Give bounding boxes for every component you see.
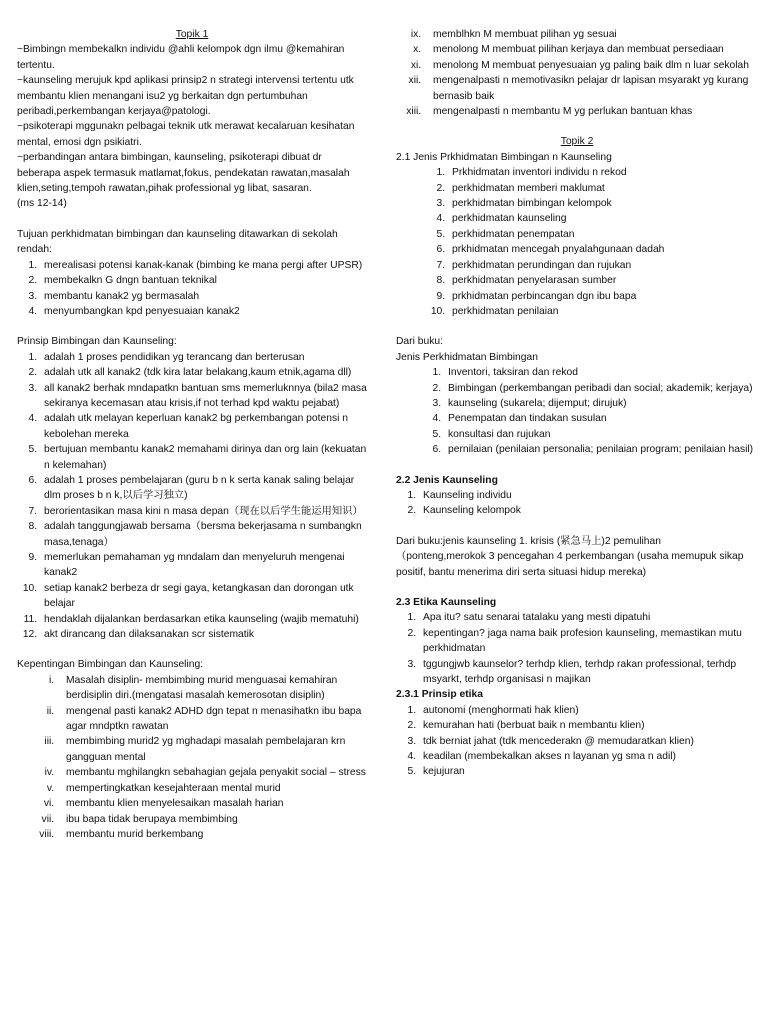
section-2-2-buku-line-1: Dari buku:jenis kaunseling 1. krisis (紧急马上)2 pemulihan	[396, 535, 661, 547]
list-item: 2. kepentingan? jaga nama baik profesion kaunseling, memastikan mutu perkhidmatan	[419, 626, 758, 657]
tujuan-heading: Tujuan perkhidmatan bimbingan dan kaunseling ditawarkan di sekolah rendah:	[17, 228, 338, 256]
list-item: 5. perkhidmatan penempatan	[448, 227, 758, 242]
list-item: v. mempertingkatkan kesejahteraan mental murid	[57, 781, 367, 796]
list-item: 6. prkhidmatan mencegah pnyalahgunaan dadah	[448, 242, 758, 257]
list-item: xiii. mengenalpasti n membantu M yg perlukan bantuan khas	[424, 104, 758, 119]
tujuan-list	[17, 258, 367, 320]
list-item: 10. setiap kanak2 berbeza dr segi gaya, ketangkasan dan dorongan utk belajar	[40, 581, 367, 612]
section-2-3-1-list	[396, 703, 758, 780]
list-item: 9. memerlukan pemahaman yg mndalam dan menyeluruh mengenai kanak2	[40, 550, 367, 581]
list-item: 5. bertujuan membantu kanak2 memahami dirinya dan org lain (kekuatan n kelemahan)	[40, 442, 367, 473]
list-item: 9. prkhidmatan perbincangan dgn ibu bapa	[448, 289, 758, 304]
list-item: 4. perkhidmatan kaunseling	[448, 211, 758, 226]
list-item: 7. berorientasikan masa kini n masa depan（现在以后学生能运用知识）	[40, 504, 367, 519]
list-item: 6. adalah 1 proses pembelajaran (guru b n k serta kanak saling belajar dlm proses b n k,以后学习独立)	[40, 473, 367, 504]
buku-heading: Jenis Perkhidmatan Bimbingan	[396, 351, 538, 363]
list-item: 8. adalah tanggungjawab bersama（bersma bekerjasama n sumbangkn masa,tenaga）	[40, 519, 367, 550]
list-item: 3. perkhidmatan bimbingan kelompok	[448, 196, 758, 211]
intro-page-ref: (ms 12-14)	[17, 198, 67, 210]
prinsip-heading: Prinsip Bimbingan dan Kaunseling:	[17, 336, 177, 348]
right-column	[396, 27, 758, 780]
section-2-3-list	[396, 610, 758, 687]
list-item: ix. memblhkn M membuat pilihan yg sesuai	[424, 27, 758, 42]
list-item: 4. adalah utk melayan keperluan kanak2 bg perkembangan potensi n kebolehan mereka	[40, 411, 367, 442]
list-item: i. Masalah disiplin- membimbing murid menguasai kemahiran berdisiplin diri.(mengatasi masalah kemerosotan disiplin)	[57, 673, 367, 704]
list-item: 1. Kaunseling individu	[419, 488, 758, 503]
list-item: 2. kemurahan hati (berbuat baik n membantu klien)	[419, 718, 758, 733]
section-2-2-list	[396, 488, 758, 519]
list-item: vii. ibu bapa tidak berupaya membimbing	[57, 812, 367, 827]
list-item: 2. adalah utk all kanak2 (tdk kira latar belakang,kaum etnik,agama dll)	[40, 365, 367, 380]
list-item: 4. Penempatan dan tindakan susulan	[444, 411, 758, 426]
kepentingan-list-continued	[396, 27, 758, 119]
list-item: 2. perkhidmatan memberi maklumat	[448, 181, 758, 196]
list-item: 1. merealisasi potensi kanak-kanak (bimbing ke mana pergi after UPSR)	[40, 258, 367, 273]
topic-1-title: Topik 1	[175, 29, 209, 40]
left-column	[17, 27, 367, 842]
list-item: xii. mengenalpasti n memotivasikn pelajar dr lapisan msyarakt yg kurang bernasib baik	[424, 73, 758, 104]
list-item: vi. membantu klien menyelesaikan masalah harian	[57, 796, 367, 811]
list-item: 3. all kanak2 berhak mndapatkn bantuan sms memerluknnya (bila2 masa sekiranya kecemasan atau krisis,if not terhad kpd waktu pejabat)	[40, 381, 367, 412]
list-item: 1. Apa itu? satu senarai tatalaku yang mesti dipatuhi	[419, 610, 758, 625]
intro-kaunseling: ~kaunseling merujuk kpd aplikasi prinsip2 n strategi intervensi tertentu utk membantu klien menangani isu2 yg berkaitan dgn pertumbuhan peribadi,perkembangan kerjaya@patologi.	[17, 75, 354, 118]
kepentingan-list	[17, 673, 367, 842]
list-item: 5. konsultasi dan rujukan	[444, 427, 758, 442]
list-item: 6. pernilaian (penilaian personalia; penilaian program; penilaian hasil)	[444, 442, 758, 457]
list-item: 4. menyumbangkan kpd penyesuaian kanak2	[40, 304, 367, 319]
intro-perbandingan: ~perbandingan antara bimbingan, kaunseling, psikoterapi dibuat dr beberapa aspek termasuk matlamat,fokus, pendekatan rawatan,masalah klien,seting,tempoh rawatan,pihak professional yg libat, sasaran.	[17, 152, 350, 195]
section-2-1-heading: 2.1 Jenis Prkhidmatan Bimbingan n Kaunseling	[396, 151, 612, 163]
list-item: 12. akt dirancang dan dilaksanakan scr sistematik	[40, 627, 367, 642]
list-item: 11. hendaklah dijalankan berdasarkan etika kaunseling (wajib mematuhi)	[40, 612, 367, 627]
list-item: iii. membimbing murid2 yg mghadapi masalah pembelajaran krn gangguan mental	[57, 734, 367, 765]
list-item: 3. membantu kanak2 yg bermasalah	[40, 289, 367, 304]
list-item: 5. kejujuran	[419, 764, 758, 779]
section-2-1-list	[396, 165, 758, 319]
list-item: 3. kaunseling (sukarela; dijemput; dirujuk)	[444, 396, 758, 411]
list-item: 2. Bimbingan (perkembangan peribadi dan social; akademik; kerjaya)	[444, 381, 758, 396]
list-item: xi. menolong M membuat penyesuaian yg paling baik dlm n luar sekolah	[424, 58, 758, 73]
list-item: iv. membantu mghilangkn sebahagian gejala penyakit social – stress	[57, 765, 367, 780]
list-item: 2. Kaunseling kelompok	[419, 503, 758, 518]
kepentingan-heading: Kepentingan Bimbingan dan Kaunseling:	[17, 659, 204, 671]
intro-bimbingan: ~Bimbingn membekalkn individu @ahli kelompok dgn ilmu @kemahiran tertentu.	[17, 44, 345, 71]
topic-2-title: Topik 2	[560, 136, 594, 148]
list-item: 1. autonomi (menghormati hak klien)	[419, 703, 758, 718]
list-item: 4. keadilan (membekalkan akses n layanan yg sma n adil)	[419, 749, 758, 764]
buku-label: Dari buku:	[396, 336, 443, 348]
section-2-2-heading: 2.2 Jenis Kaunseling	[396, 474, 498, 486]
list-item: 8. perkhidmatan penyelarasan sumber	[448, 273, 758, 288]
list-item: ii. mengenal pasti kanak2 ADHD dgn tepat n menasihatkn ibu bapa agar mndptkn rawatan	[57, 704, 367, 735]
list-item: 1. Inventori, taksiran dan rekod	[444, 365, 758, 380]
intro-psikoterapi: ~psikoterapi mggunakn pelbagai teknik utk merawat kecalaruan kesihatan mental, emosi dgn psikiatri.	[17, 121, 355, 148]
list-item: 2. membekalkn G dngn bantuan teknikal	[40, 273, 367, 288]
section-2-3-1-heading: 2.3.1 Prinsip etika	[396, 689, 483, 701]
list-item: x. menolong M membuat pilihan kerjaya dan membuat persediaan	[424, 42, 758, 57]
prinsip-list	[17, 350, 367, 643]
section-2-3-heading: 2.3 Etika Kaunseling	[396, 597, 497, 608]
list-item: 7. perkhidmatan perundingan dan rujukan	[448, 258, 758, 273]
list-item: 3. tggungjwb kaunselor? terhdp klien, terhdp rakan professional, terhdp msyarkt, terhdp organisasi n majikan	[419, 657, 758, 688]
buku-list	[396, 365, 758, 457]
list-item: 1. Prkhidmatan inventori individu n rekod	[448, 165, 758, 180]
list-item: 10. perkhidmatan penilaian	[448, 304, 758, 319]
list-item: viii. membantu murid berkembang	[57, 827, 367, 842]
section-2-2-buku-line-2: （ponteng,merokok 3 pencegahan 4 perkembangan (usaha memupuk sikap positif, bantu menerima diri serta situasi hidup mereka)	[396, 551, 744, 578]
list-item: 3. tdk berniat jahat (tdk mencederakn @ memudaratkan klien)	[419, 734, 758, 749]
list-item: 1. adalah 1 proses pendidikan yg terancang dan berterusan	[40, 350, 367, 365]
